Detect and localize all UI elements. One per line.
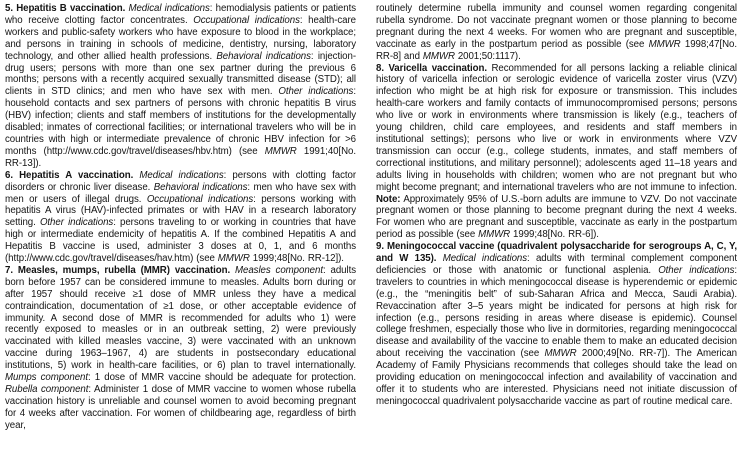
bold-text-run: 8. Varicella vaccination. (376, 62, 492, 74)
italic-text-run: Occupational indications (146, 193, 254, 205)
italic-text-run: MMWR (648, 38, 681, 50)
footnote-7-mmr (5, 265, 356, 432)
footnote-7-mmr-continued (376, 3, 737, 63)
text-run: : injection-drug users; persons with more than one sex partner during the previous 6 months; persons with a recently acquired sexually transmitted disease (STD); all clients in STD clinics; and men who have sex with men. (5, 50, 356, 98)
italic-text-run: Behavioral indications (216, 50, 311, 62)
text-run: : household contacts and sex partners of persons with chronic hepatitis B virus (HBV) infection; clients and staff members of institutions for the developmentally disabled; inmates of correctional facilities; or international travelers who will be in countries with high or intermediate prevalence of chronic HBV infection for >6 months (http://www.cdc.gov/travel/diseases/hbv.htm) (see (5, 86, 356, 157)
text-run: 1999;48[No. RR-6]). (510, 229, 599, 241)
text-run: Approximately 95% of U.S.-born adults are immune to VZV. Do not vaccinate pregnant women or those planning to become pregnant during the next 4 weeks. For women who are pregnant and susceptible, vaccinate as early in the postpartum period as possible (see (376, 193, 737, 241)
footnote-9-meningococcal (376, 241, 737, 408)
text-run: : travelers to countries in which meningococcal disease is hyperendemic or epidemic (e.g., the “meningitis belt” of sub-Saharan Africa and Mecca, Saudi Arabia). Revaccination after 3–5 years might be indicated for persons at high risk for infection (e.g., persons residing in areas where disease is epidemic). Counsel college freshmen, especially those who live in dormitories, regarding meningococcal disease and availability of the vaccine to enable them to make an educated decision about receiving the vaccination (see (376, 264, 737, 360)
text-run: 1999;48[No. RR-12]). (249, 253, 344, 265)
text-run: : adults with terminal complement component deficiencies or those with anatomic or functional asplenia. (376, 253, 737, 276)
bold-text-run: Note: (376, 193, 401, 205)
text-run: : persons with clotting factor disorders or chronic liver disease. (5, 169, 356, 193)
text-run: : persons traveling to or working in countries that have high or intermediate endemicity of hepatitis A. If the combined Hepatitis A and Hepatitis B vaccine is used, administer 3 doses at 0, 1, and 6 months (http://www.cdc.gov/travel/diseases/hav.htm) (see (5, 217, 356, 265)
text-run: Recommended for all persons lacking a reliable clinical history of varicella infection or serologic evidence of varicella zoster virus (VZV) infection who might be at high risk for exposure or transmission. This includes health-care workers and family contacts of immunocompromised persons; persons who live or work in environments where transmission is likely (e.g., teachers of young children, child care employees, and residents and staff members in institutional settings); persons who live or work in environments where VZV transmission can occur (e.g., college students, inmates, and staff members of correctional institutions, and military personnel); adolescents aged 11–18 years and adults living in households with children; women who are not pregnant but who might become pregnant; and international travelers who are not immune to infection. (376, 62, 737, 193)
italic-text-run: MMWR (544, 348, 577, 360)
italic-text-run: Behavioral indications (153, 181, 248, 193)
bold-text-run: 9. Meningococcal vaccine (quadrivalent polysaccharide for serogroups A, C, Y, and W 135). (376, 241, 737, 265)
text-run: : men who have sex with men or users of illegal drugs. (5, 181, 356, 205)
italic-text-run: Other indications (39, 217, 114, 229)
italic-text-run: Medical indications (139, 169, 224, 181)
italic-text-run: Medical indications (442, 253, 528, 265)
text-run: : hemodialysis patients or patients who receive clotting factor concentrates. (5, 3, 357, 26)
italic-text-run: Other indications (658, 264, 735, 276)
bold-text-run: 5. Hepatitis B vaccination. (5, 3, 129, 14)
bold-text-run: 6. Hepatitis A vaccination. (5, 169, 140, 181)
italic-text-run: MMWR (217, 253, 250, 265)
italic-text-run: Medical indications (128, 3, 210, 14)
text-run: 2000;49[No. RR-7]). The American Academy of Family Physicians recommends that colleges should take the lead on providing education on meningococcal infection and availability of vaccination and offer it to students who are interested. Physicians need not initiate discussion of meningococcal quadrivalent polysaccharide vaccine as part of routine medical care. (376, 348, 738, 407)
text-run: 2001;50:1117). (454, 50, 521, 62)
footnote-8-varicella (376, 63, 737, 242)
text-run: : persons working with hepatitis A virus (HAV)-infected primates or with HAV in a research laboratory setting. (5, 193, 356, 229)
bold-text-run: 7. Measles, mumps, rubella (MMR) vaccination. (5, 264, 235, 276)
footnote-5-hepatitis-b (5, 3, 356, 170)
column-right (376, 3, 737, 466)
text-run: 1991;40[No. RR-13]). (5, 145, 356, 169)
text-run: routinely determine rubella immunity and counsel women regarding congenital rubella syndrome. Do not vaccinate pregnant women or those planning to become pregnant during the next 4 weeks. For women who are pregnant and susceptible, vaccinate as early in the postpartum period as possible (see (376, 3, 737, 50)
italic-text-run: Rubella component (5, 384, 89, 395)
italic-text-run: Other indications (278, 86, 354, 98)
text-run: 1998;47[No. RR-8] and (376, 38, 737, 62)
text-run: : 1 dose of MMR vaccine should be adequate for protection. (88, 372, 356, 384)
text-run: : adults born before 1957 can be considered immune to measles. Adults born during or after 1957 should receive ≥1 dose of MMR unless they have a medical contraindication, documentation of ≥1 dose, or other acceptable evidence of immunity. A second dose of MMR is recommended for adults who 1) were recently exposed to measles or in an outbreak setting, 2) were previously vaccinated with killed measles vaccine, 3) were vaccinated with an unknown vaccine during 1963–1967, 4) are students in postsecondary educational institutions, 5) work in health-care facilities, or 6) plan to travel internationally. (5, 264, 356, 372)
italic-text-run: MMWR (478, 229, 511, 241)
column-left (5, 3, 356, 466)
italic-text-run: MMWR (422, 50, 455, 62)
footnote-6-hepatitis-a (5, 170, 356, 265)
text-run: : health-care workers and public-safety workers who have exposure to blood in the workplace; and persons in training in schools of medicine, dentistry, nursing, laboratory technology, and other allied health professions. (5, 14, 356, 62)
text-run: : Administer 1 dose of MMR vaccine to women whose rubella vaccination history is unreliable and counsel women to avoid becoming pregnant for 4 weeks after vaccination. For women of childbearing age, regardless of birth year, (5, 384, 356, 431)
italic-text-run: Occupational indications (193, 14, 300, 26)
italic-text-run: Measles component (235, 264, 323, 276)
italic-text-run: Mumps component (5, 372, 88, 384)
italic-text-run: MMWR (264, 145, 297, 157)
